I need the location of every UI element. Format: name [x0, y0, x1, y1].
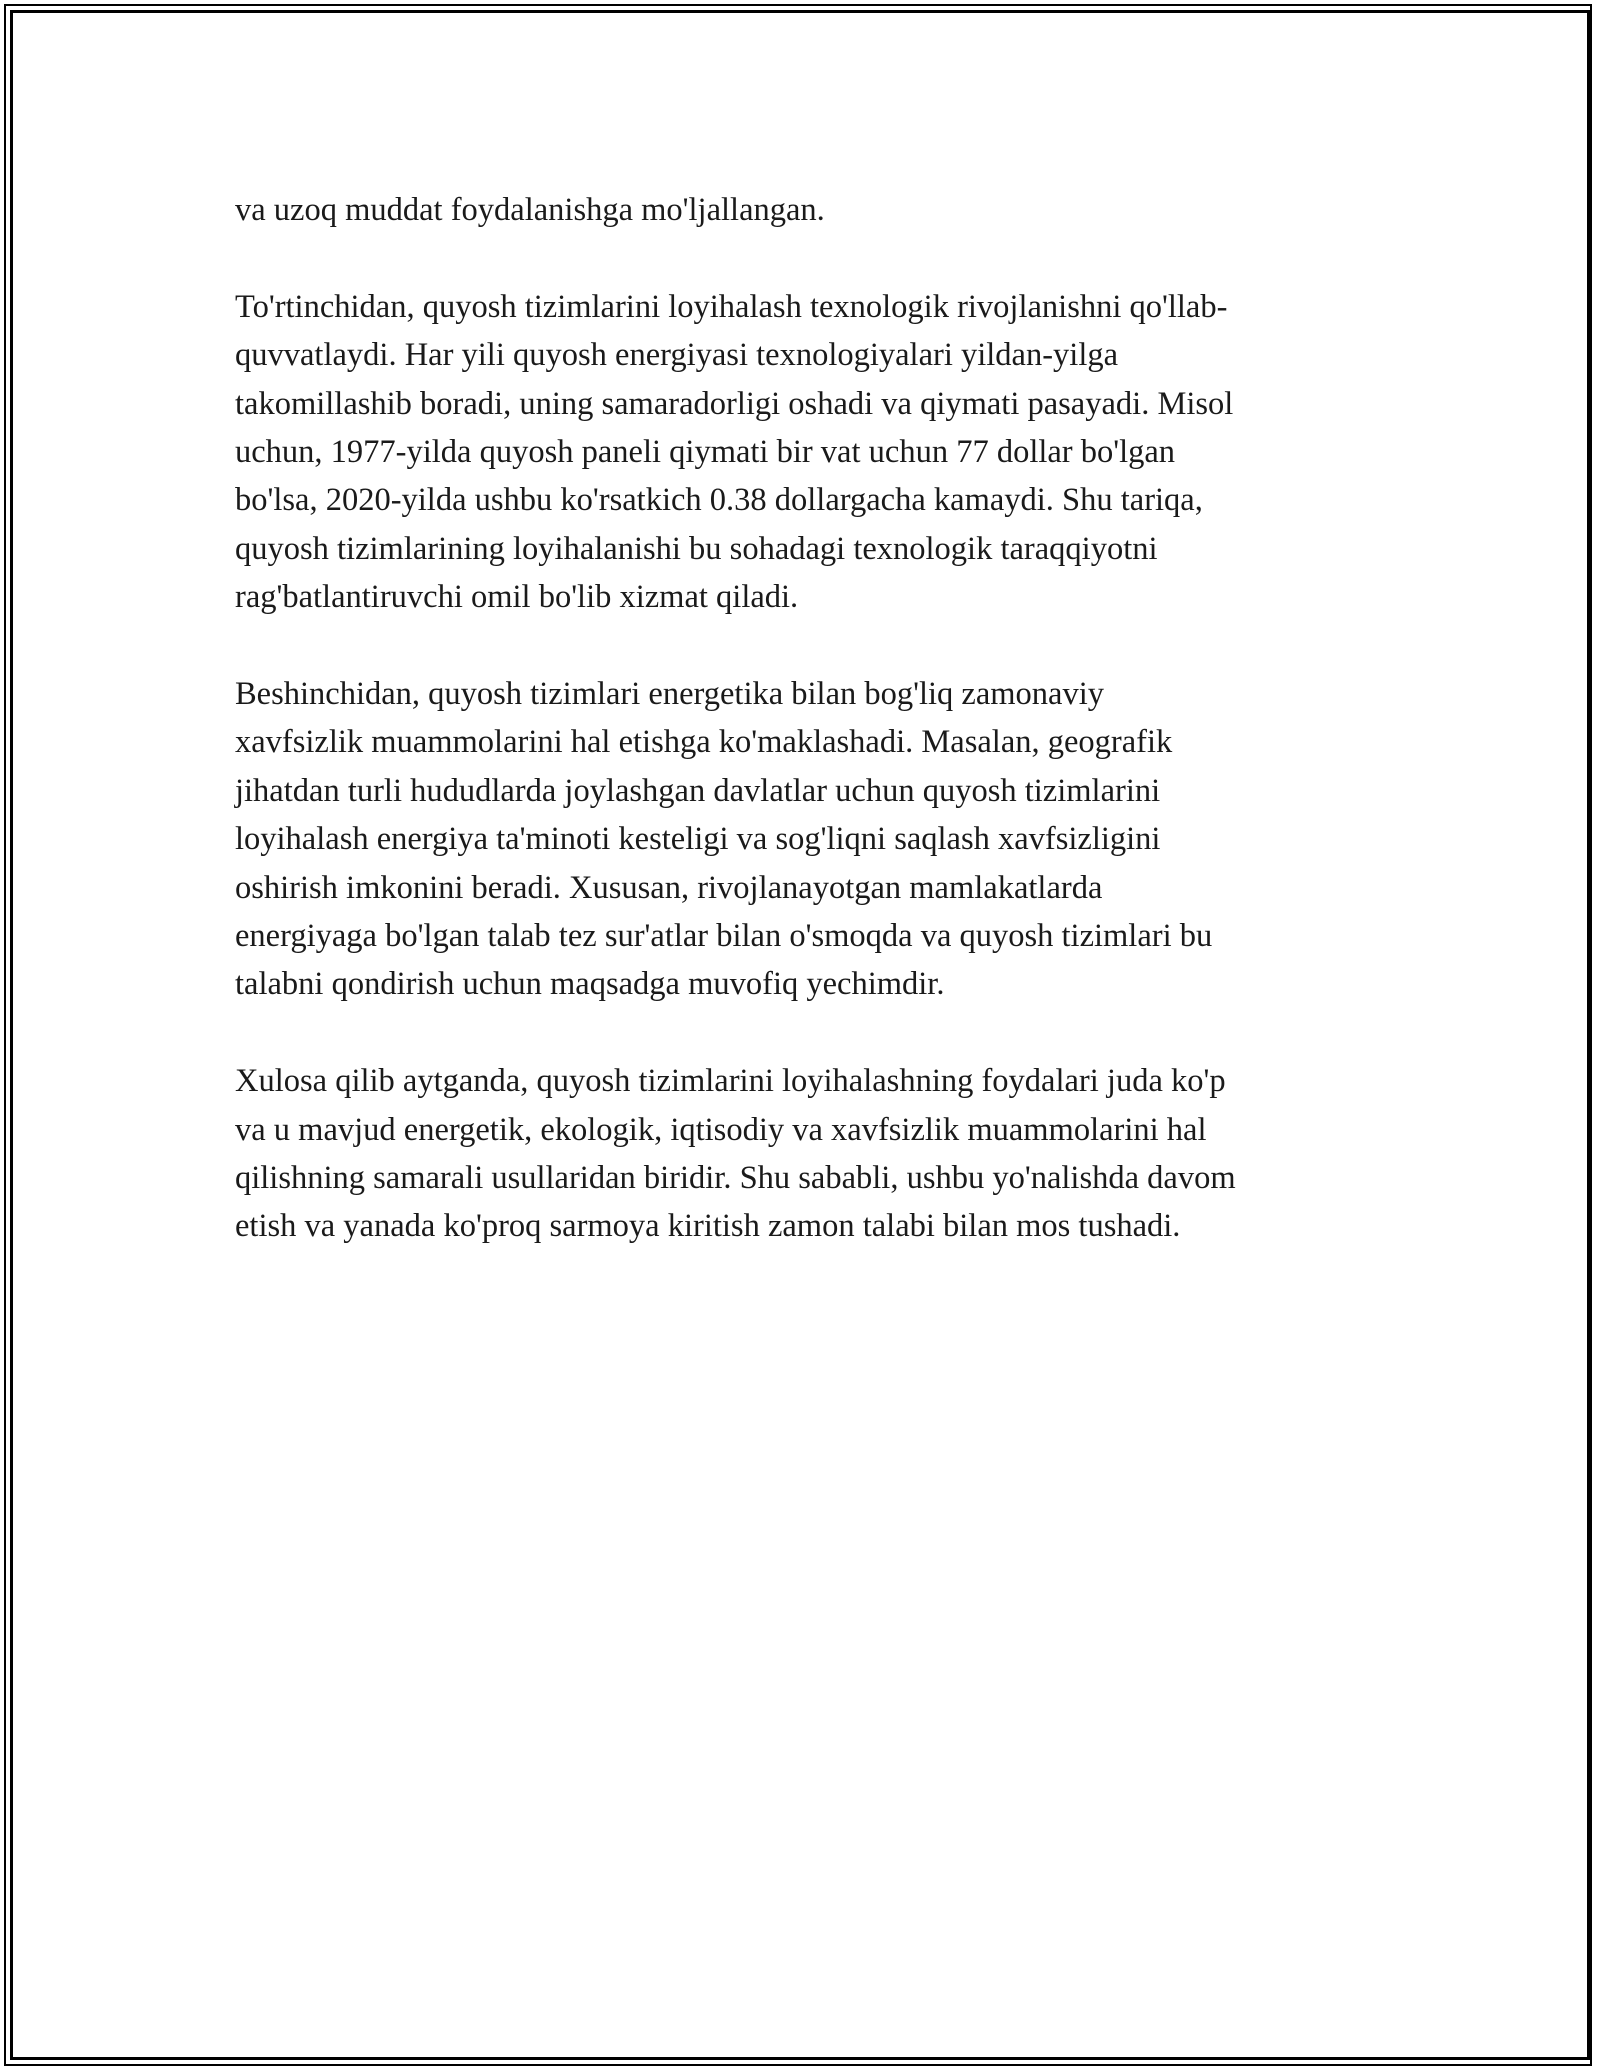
text-line: uchun, 1977-yilda quyosh paneli qiymati bir vat uchun 77 dollar bo'lgan — [235, 434, 1176, 471]
text-line: jihatdan turli hududlarda joylashgan davlatlar uchun quyosh tizimlarini — [235, 772, 1161, 809]
text-line: xavfsizlik muammolarini hal etishga ko'maklashadi. Masalan, geografik — [235, 724, 1173, 761]
document-body — [235, 186, 1385, 1299]
text-line: va u mavjud energetik, ekologik, iqtisodiy va xavfsizlik muammolarini hal — [235, 1111, 1207, 1148]
text-line: quvvatlaydi. Har yili quyosh energiyasi texnologiyalari yildan-yilga — [235, 337, 1119, 374]
text-line: Beshinchidan, quyosh tizimlari energetika bilan bog'liq zamonaviy — [235, 676, 1105, 713]
paragraph-conclusion — [235, 1057, 1385, 1251]
paragraph-continuation — [235, 186, 1385, 234]
text-line: bo'lsa, 2020-yilda ushbu ko'rsatkich 0.38 dollargacha kamaydi. Shu tariqa, — [235, 482, 1203, 519]
paragraph-fifth-point — [235, 670, 1385, 1009]
text-line: energiyaga bo'lgan talab tez sur'atlar bilan o'smoqda va quyosh tizimlari bu — [235, 918, 1213, 955]
paragraph-fourth-point — [235, 283, 1385, 622]
text-line: etish va yanada ko'proq sarmoya kiritish zamon talabi bilan mos tushadi. — [235, 1208, 1181, 1245]
text-line: talabni qondirish uchun maqsadga muvofiq yechimdir. — [235, 966, 945, 1003]
text-line: loyihalash energiya ta'minoti kesteligi va sog'liqni saqlash xavfsizligini — [235, 821, 1161, 858]
text-line: To'rtinchidan, quyosh tizimlarini loyihalash texnologik rivojlanishni qo'llab- — [235, 288, 1228, 325]
text-line: takomillashib boradi, uning samaradorligi oshadi va qiymati pasayadi. Misol — [235, 385, 1234, 422]
text-line: quyosh tizimlarining loyihalanishi bu sohadagi texnologik taraqqiyotni — [235, 530, 1158, 567]
text-line: qilishning samarali usullaridan biridir. Shu sababli, ushbu yo'nalishda davom — [235, 1160, 1236, 1197]
text-line: oshirish imkonini beradi. Xususan, rivojlanayotgan mamlakatlarda — [235, 869, 1103, 906]
text-line: Xulosa qilib aytganda, quyosh tizimlarini loyihalashning foydalari juda ko'p — [235, 1063, 1226, 1100]
text-line: rag'batlantiruvchi omil bo'lib xizmat qiladi. — [235, 579, 799, 616]
text-line: va uzoq muddat foydalanishga mo'ljallangan. — [235, 192, 825, 228]
